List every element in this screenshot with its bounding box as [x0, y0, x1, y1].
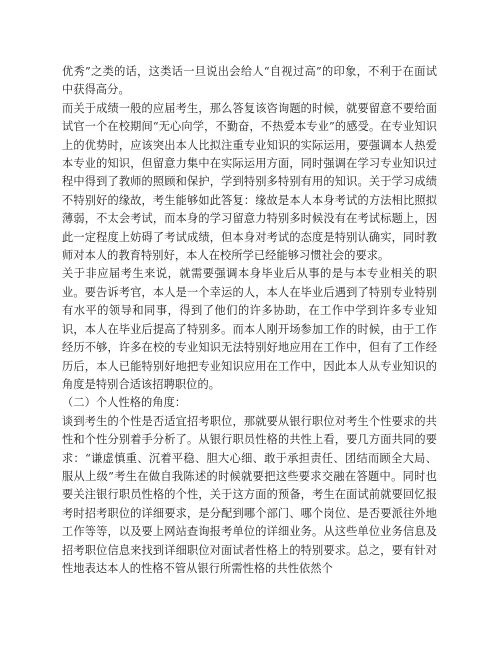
paragraph-1: 优秀”之类的话，这类话一旦说出会给人“自视过高”的印象，不利于在面试中获得高分。 — [62, 65, 437, 97]
paragraph-2: 而关于成绩一般的应届考生，那么答复该咨询题的时候，就要留意不要给面试官一个在校期间“无心向学，不勤奋，不热爱本专业”的感受。在专业知识上的优势时，应该突出本人比拟注重专业知识的实际运用，要强调本人热爱本专业的知识，但留意力集中在实际运用方面，同时强调在学习专业知识过程中得到了教师的照顾和保护，学到特别多特别有用的知识。关于学习成绩不特别好的缘故，考生能够如此答复：缘故是本人本身考试的方法相比照拟薄弱，不太会考试，而本身的学习留意力特别多时候没有在考试标题上，因此一定程度上妨碍了考试成绩，但本身对考试的态度是特别认确实，同时教师对本人的教育特别好，本人在校所学已经能够习惯社会的要求。 — [62, 101, 437, 263]
paragraph-4: 谈到考生的个性是否适宜招考职位，那就要从银行职位对考生个性要求的共性和个性分别着手分析了。从银行职员性格的共性上看，要几方面共同的要求：“谦虚慎重、沉着平稳、胆大心细、敢于承担责任、团结而顾全大局、服从上级”考生在做自我陈述的时候就要把这些要求交融在答题中。同时也要关注银行职员性格的个性，关于这方面的预备，考生在面试前就要回忆报考时招考职位的详细要求，是分配到哪个部门、哪个岗位、是否要派往外地工作等等，以及要上网站查询报考单位的详细业务。从这些单位业务信息及招考职位信息来找到详细职位对面试者性格上的特别要求。总之，要有针对性地表达本人的性格不管从银行所需性格的共性依然个 — [62, 414, 437, 575]
document-page — [62, 63, 437, 578]
paragraph-3: 关于非应届考生来说，就需要强调本身毕业后从事的是与本专业相关的职业。要告诉考官，本人是一个幸运的人，本人在毕业后遇到了特别专业特别有水平的领导和同事，得到了他们的许多协助，在工作中学到许多专业知识，本人在毕业后提高了特别多。而本人刚开场参加工作的时候，由于工作经历不够，许多在校的专业知识无法特别好地应用在工作中，但有了工作经历后，本人已能特别好地把专业知识应用在工作中，因此本人从专业知识的角度是特别合适该招聘职位的。 — [62, 267, 437, 391]
section-heading: （二）个人性格的角度： — [62, 396, 187, 410]
